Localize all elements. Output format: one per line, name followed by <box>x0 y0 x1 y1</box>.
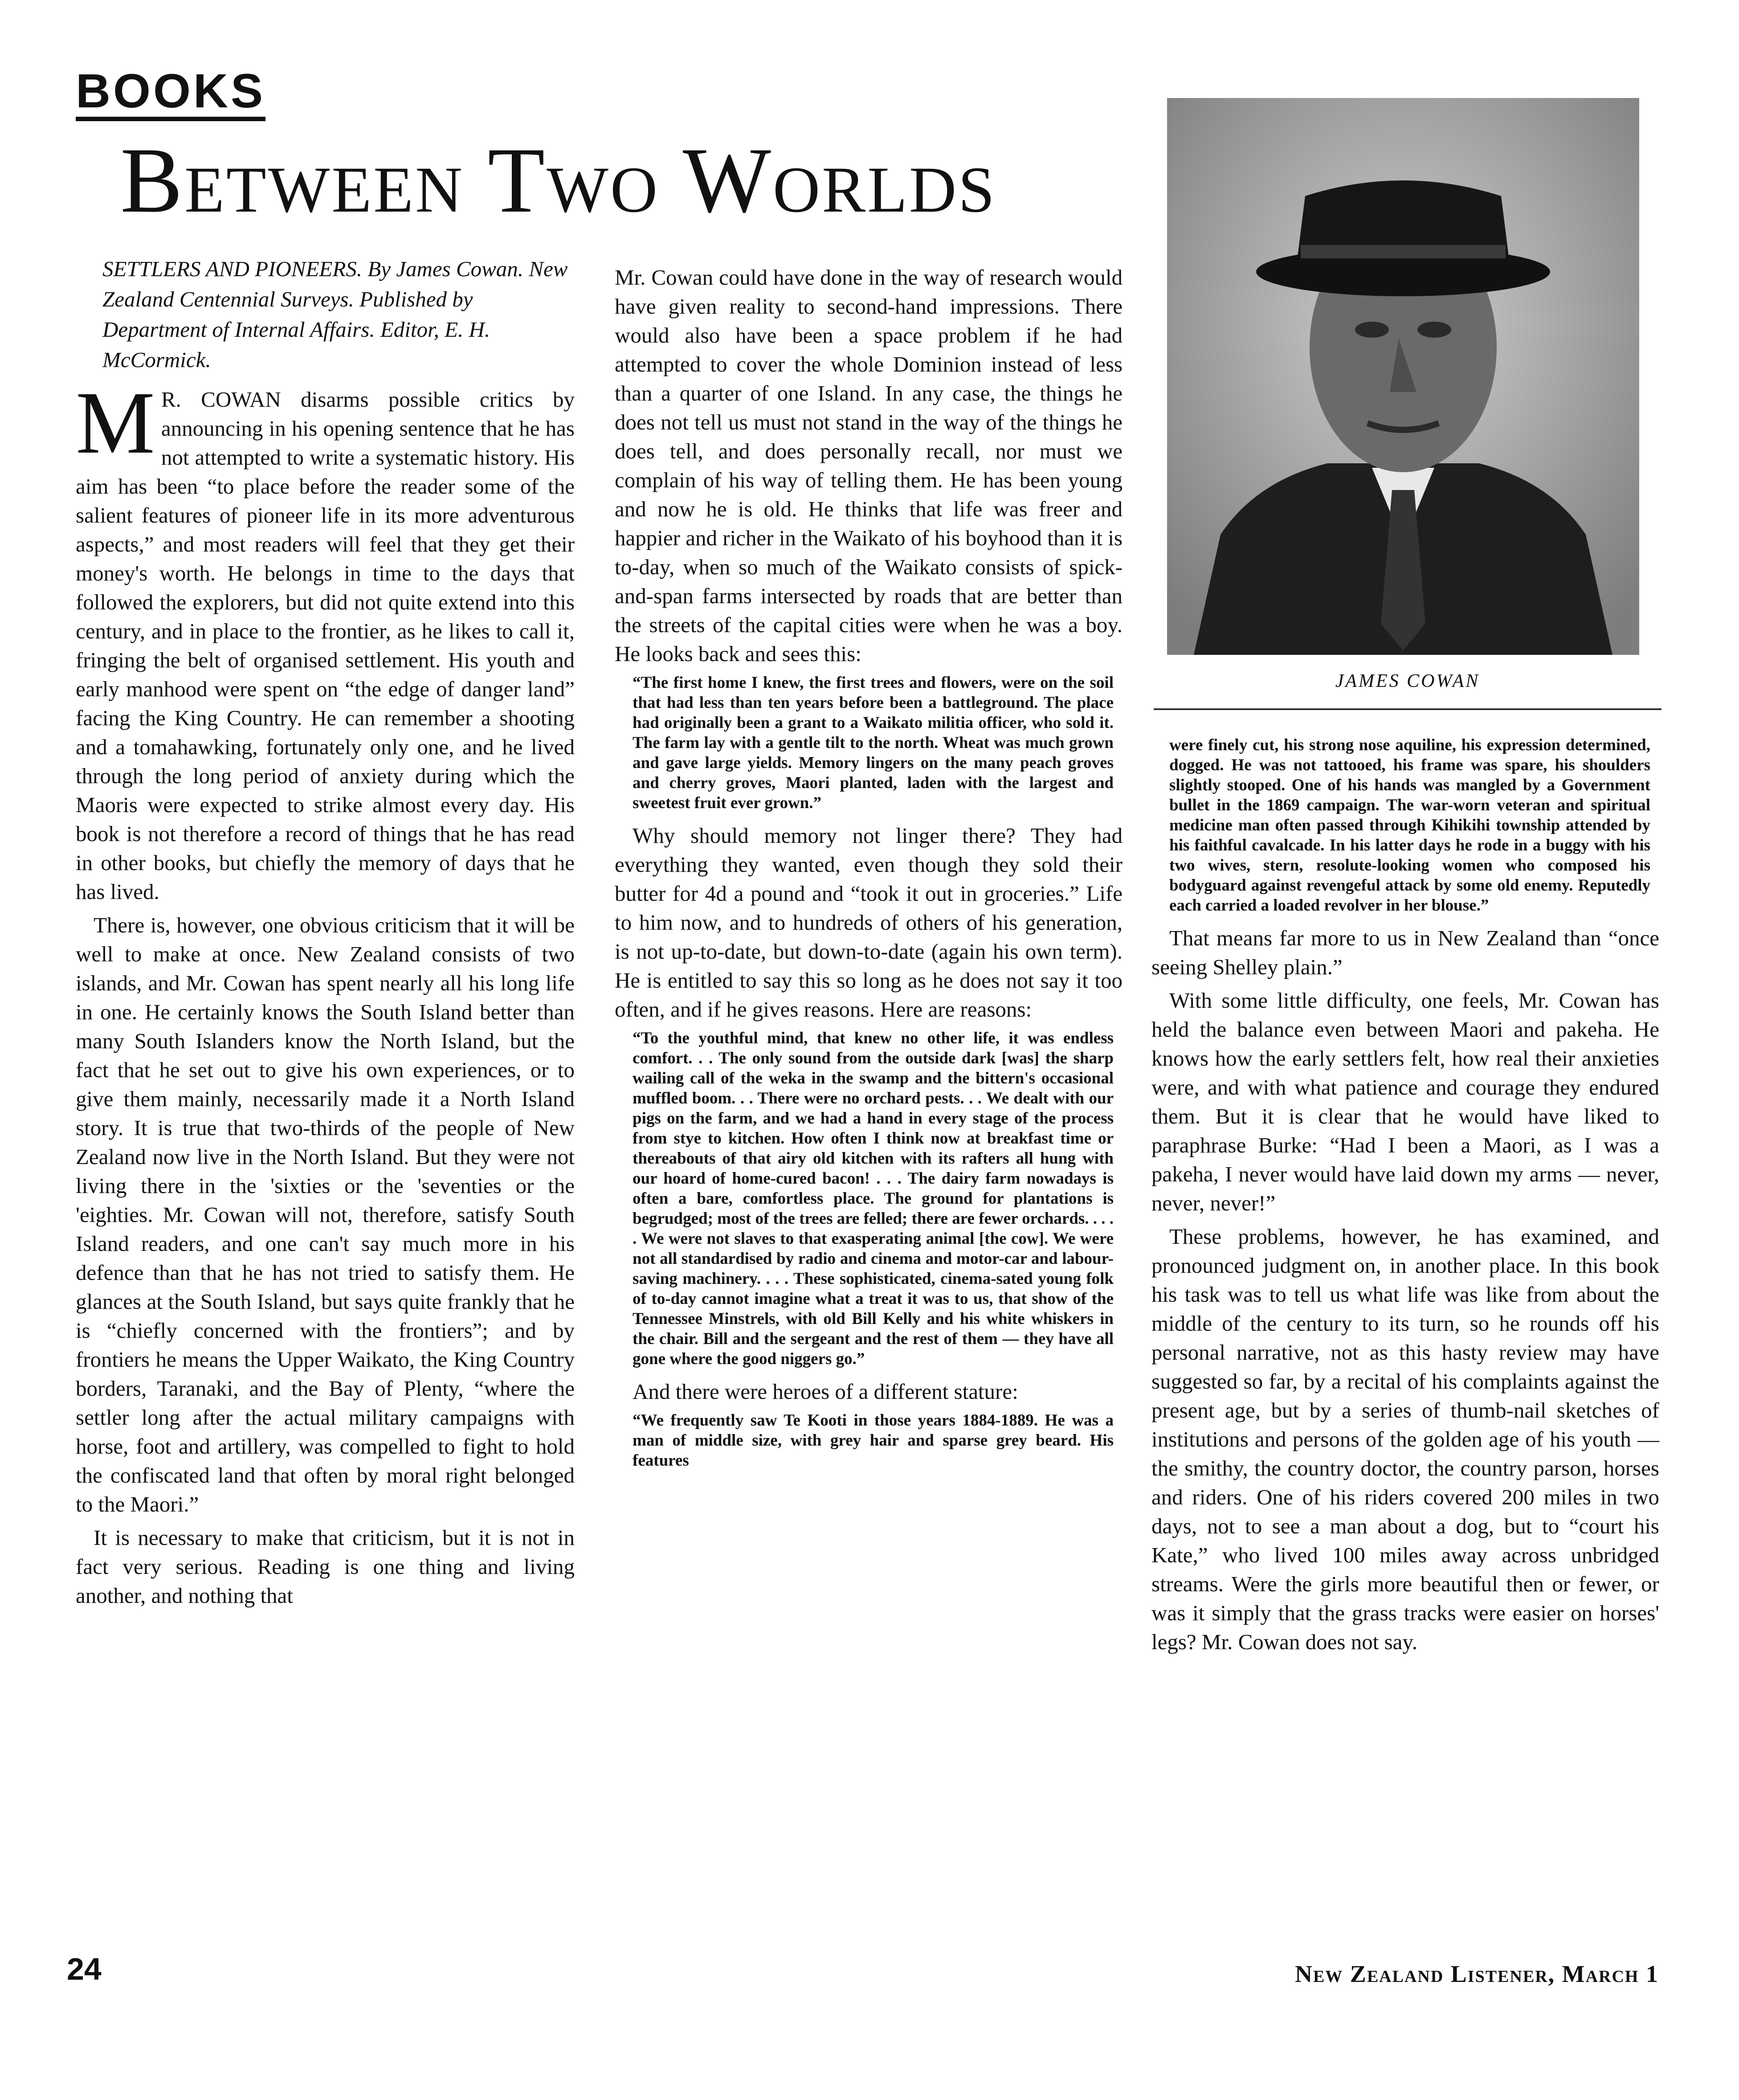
publication-footer: New Zealand Listener, March 1 <box>1294 1961 1659 1987</box>
book-note: SETTLERS AND PIONEERS. By James Cowan. New Zealand Centennial Surveys. Published by Department of Internal Affairs. Editor, E. H. McCormick. <box>102 257 568 372</box>
column-middle <box>615 263 1123 1479</box>
paragraph: There is, however, one obvious criticism that it will be well to make at once. New Zealand consists of two islands, and Mr. Cowan has spent nearly all his long life in one. He certainly knows the South Island better than many South Islanders know the North Island, but the fact that he set out to give his own experiences, or to give them mainly, necessarily made it a North Island story. It is true that two-thirds of the people of New Zealand now live in the North Island. But they were not living there in the 'sixties or the 'seventies or the 'eighties. Mr. Cowan will not, therefore, satisfy South Island readers, and one can't say much more in his defence than that he has not tried to satisfy them. He glances at the South Island, but says quite frankly that he is “chiefly concerned with the frontiers”; and by frontiers he means the Upper Waikato, the King Country borders, Taranaki, and the Bay of Plenty, “where the settler long after the actual military campaigns with horse, foot and artillery, was compelled to fight to hold the confiscated land that often by moral right belonged to the Maori.” <box>76 913 575 1516</box>
caption-divider <box>1154 708 1661 710</box>
paragraph: Mr. Cowan could have done in the way of research would have given reality to second-hand impressions. There would also have been a space problem if he had attempted to cover the whole Dominion instead of less than a quarter of one Island. In any case, the things he does not tell us must not stand in the way of the things he does tell, and does personally recall, nor must we complain of his way of telling them. He has been young and now he is old. He thinks that life was freer and happier and richer in the Waikato of his boyhood than it is to-day, when so much of the Waikato consists of spick-and-span farms intersected by roads that are better than the streets of the capital cities were when he was a boy. He looks back and sees this: <box>615 265 1123 666</box>
drop-cap: M <box>76 374 155 472</box>
paragraph: That means far more to us in New Zealand than “once seeing Shelley plain.” <box>1151 926 1659 979</box>
block-quote: were finely cut, his strong nose aquiline, his expression determined, dogged. He was not tattooed, his frame was spare, his shoulders slightly stooped. One of his hands was mangled by a Government bullet in the 1869 campaign. The war-worn veteran and spiritual medicine man often passed through Kihikihi township attended by his faithful cavalcade. In his latter days he rode in a buggy with his two wives, stern, resolute-looking women who composed his bodyguard against revengeful attack by some old enemy. Reputedly each carried a loaded revolver in her blouse.” <box>1169 736 1650 915</box>
column-right <box>1151 731 1659 1661</box>
page-number: 24 <box>67 1952 102 1986</box>
paragraph: And there were heroes of a different stature: <box>633 1379 1018 1404</box>
paragraph: It is necessary to make that criticism, but it is not in fact very serious. Reading is one thing and living another, and nothing that <box>76 1525 575 1608</box>
photo-caption: JAMES COWAN <box>1335 671 1480 691</box>
paragraph <box>76 374 575 906</box>
section-label: BOOKS <box>76 67 265 121</box>
column-left <box>76 254 575 1614</box>
portrait-illustration <box>1167 98 1639 655</box>
block-quote: “To the youthful mind, that knew no other life, it was endless comfort. . . The only sound from the outside dark [was] the sharp wailing call of the weka in the swamp and the bittern's occasional muffled boom. . . There were no orchard pests. . . We dealt with our pigs on the farm, and we had a hand in every stage of the process from stye to kitchen. How often I think now at breakfast time or thereabouts of that airy old kitchen with its rafters all hung with our hoard of home-cured bacon! . . . The dairy farm nowadays is often a bare, comfortless place. The ground for plantations is begrudged; most of the trees are felled; there are fewer orchards. . . . . We were not slaves to that exasperating animal [the cow]. We were not all standardised by radio and cinema and motor-car and labour-saving machinery. . . . These sophisticated, cinema-sated young folk of to-day cannot imagine what a treat it was to us, that show of the Tennessee Minstrels, with old Bill Kelly and his white whiskers in the chair. Bill and the sergeant and the rest of them — they have all gone where the good niggers go.” <box>633 1029 1114 1368</box>
paragraph: With some little difficulty, one feels, Mr. Cowan has held the balance even between Maori and pakeha. He knows how the early settlers felt, how real their anxieties were, and with what patience and courage they endured them. But it is clear that he would have liked to paraphrase Burke: “Had I been a Maori, as I was a pakeha, I never would have laid down my arms — never, never, never!” <box>1151 988 1659 1215</box>
headline: Between Two Worlds <box>120 129 996 232</box>
block-quote: “The first home I knew, the first trees and flowers, were on the soil that had less than ten years before been a battleground. The place had originally been a grant to a Waikato militia officer, who sold it. The farm lay with a gentle tilt to the north. Wheat was much grown and gave large yields. Memory lingers on the many peach groves and cherry groves, Maori planted, laden with the largest and sweetest fruit ever grown.” <box>633 674 1114 812</box>
paragraph: Why should memory not linger there? They had everything they wanted, even though they sold their butter for 4d a pound and “took it out in groceries.” Life to him now, and to hundreds of others of his generation, is not up-to-date, but down-to-date (again his own term). He is entitled to say this so long as he does not say it too often, and if he gives reasons. Here are reasons: <box>615 823 1123 1021</box>
block-quote: “We frequently saw Te Kooti in those years 1884-1889. He was a man of middle size, with grey hair and sparse grey beard. His features <box>633 1411 1114 1470</box>
paragraph-text: R. COWAN disarms possible critics by announcing in his opening sentence that he has not attempted to write a systematic history. His aim has been “to place before the reader some of the salient features of pioneer life in its more adventurous aspects,” and most readers will feel that they get their money's worth. He belongs in time to the days that followed the explorers, but did not quite extend into this century, and in place to the frontier, as he likes to call it, fringing the belt of organised settlement. His youth and early manhood were spent on “the edge of danger land” facing the King Country. He can remember a shooting and a tomahawking, fortunately only one, and he lived through the long period of anxiety during which the Maoris were expected to strike almost every day. His book is not therefore a record of things that he has read in other books, but chiefly the memory of days that he has lived. <box>76 387 575 904</box>
portrait-photo <box>1167 98 1639 655</box>
paragraph: These problems, however, he has examined, and pronounced judgment on, in another place. In this book his task was to tell us what life was like from about the middle of the century to its turn, so he rounds off his personal narrative, not as this hasty review may have suggested so far, by a recital of his complaints against the present age, but by a series of thumb-nail sketches of institutions and persons of the golden age of his youth — the smithy, the country doctor, the country parson, horses and riders. One of his riders covered 200 miles in two days, not to see a man about a dog, but to “court his Kate,” who lived 100 miles away across unbridged streams. Were the girls more beautiful then or fewer, or was it simply that the grass tracks were easier on horses' legs? Mr. Cowan does not say. <box>1151 1224 1659 1654</box>
